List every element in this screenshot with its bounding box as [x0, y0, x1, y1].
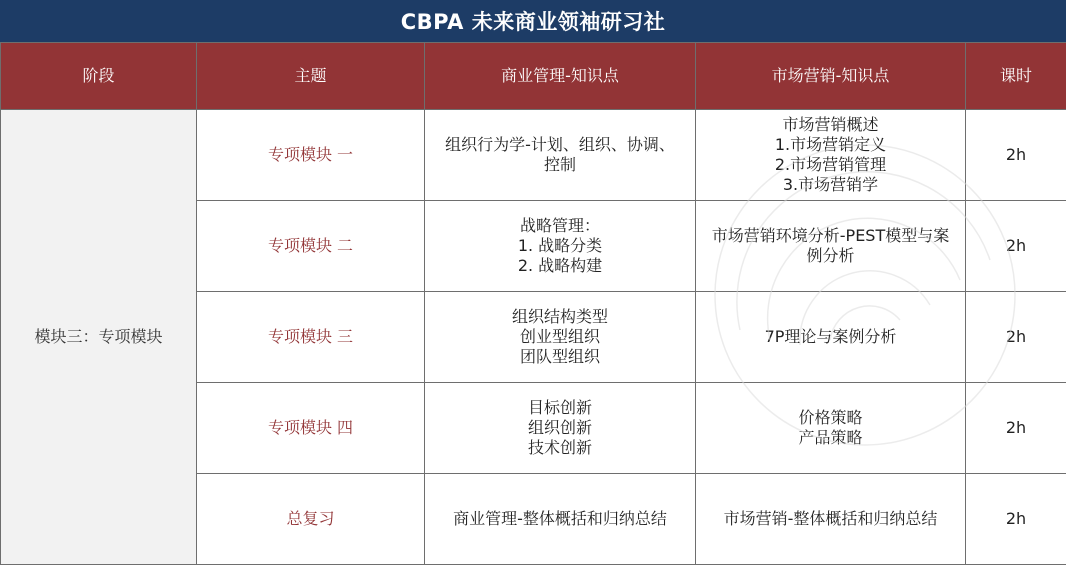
topic-cell: 专项模块 四: [197, 383, 425, 474]
topic-cell: 专项模块 三: [197, 292, 425, 383]
marketing-line: 3.市场营销学: [782, 175, 879, 194]
marketing-line: 2.市场营销管理: [774, 155, 887, 174]
marketing-line: 市场营销-整体概括和归纳总结: [723, 509, 938, 528]
topic-cell: 专项模块 二: [197, 201, 425, 292]
table-header-row: [1, 43, 1066, 110]
business-line: 组织结构类型: [511, 307, 608, 326]
topic-cell: 专项模块 一: [197, 110, 425, 201]
header-topic: 主题: [197, 43, 425, 110]
header-stage: 阶段: [1, 43, 197, 110]
business-cell: [425, 292, 696, 383]
marketing-line: 市场营销概述: [782, 115, 879, 134]
marketing-line: 7P理论与案例分析: [764, 327, 897, 346]
business-line: 2. 战略构建: [517, 256, 603, 275]
table-row: [1, 110, 1066, 201]
page-title: CBPA 未来商业领袖研习社: [0, 0, 1066, 42]
marketing-line: 市场营销环境分析-PEST模型与案: [711, 226, 950, 245]
hours-cell: 2h: [966, 474, 1066, 565]
hours-cell: 2h: [966, 201, 1066, 292]
marketing-cell: [696, 474, 966, 565]
business-line: 组织行为学-计划、组织、协调、: [445, 135, 675, 154]
marketing-cell: [696, 110, 966, 201]
business-line: 战略管理：: [519, 216, 600, 235]
hours-cell: 2h: [966, 383, 1066, 474]
business-line: 1. 战略分类: [517, 236, 603, 255]
business-cell: [425, 201, 696, 292]
marketing-line: 价格策略: [798, 408, 863, 427]
business-line: 商业管理-整体概括和归纳总结: [453, 509, 667, 528]
business-line: 组织创新: [527, 418, 592, 437]
course-schedule-table: [0, 42, 1066, 565]
hours-cell: 2h: [966, 110, 1066, 201]
header-hours: 课时: [966, 43, 1066, 110]
hours-cell: 2h: [966, 292, 1066, 383]
business-cell: [425, 110, 696, 201]
marketing-line: 产品策略: [798, 428, 863, 447]
business-line: 团队型组织: [519, 347, 600, 366]
business-line: 目标创新: [527, 398, 592, 417]
marketing-cell: [696, 292, 966, 383]
business-line: 技术创新: [527, 438, 592, 457]
topic-cell: 总复习: [197, 474, 425, 565]
marketing-line: 1.市场营销定义: [774, 135, 887, 154]
marketing-line: 例分析: [806, 246, 855, 265]
marketing-cell: [696, 201, 966, 292]
header-marketing: 市场营销-知识点: [696, 43, 966, 110]
business-line: 控制: [543, 155, 576, 174]
stage-cell: 模块三：专项模块: [1, 110, 197, 565]
business-cell: [425, 474, 696, 565]
business-cell: [425, 383, 696, 474]
marketing-cell: [696, 383, 966, 474]
business-line: 创业型组织: [519, 327, 600, 346]
header-business: 商业管理-知识点: [425, 43, 696, 110]
